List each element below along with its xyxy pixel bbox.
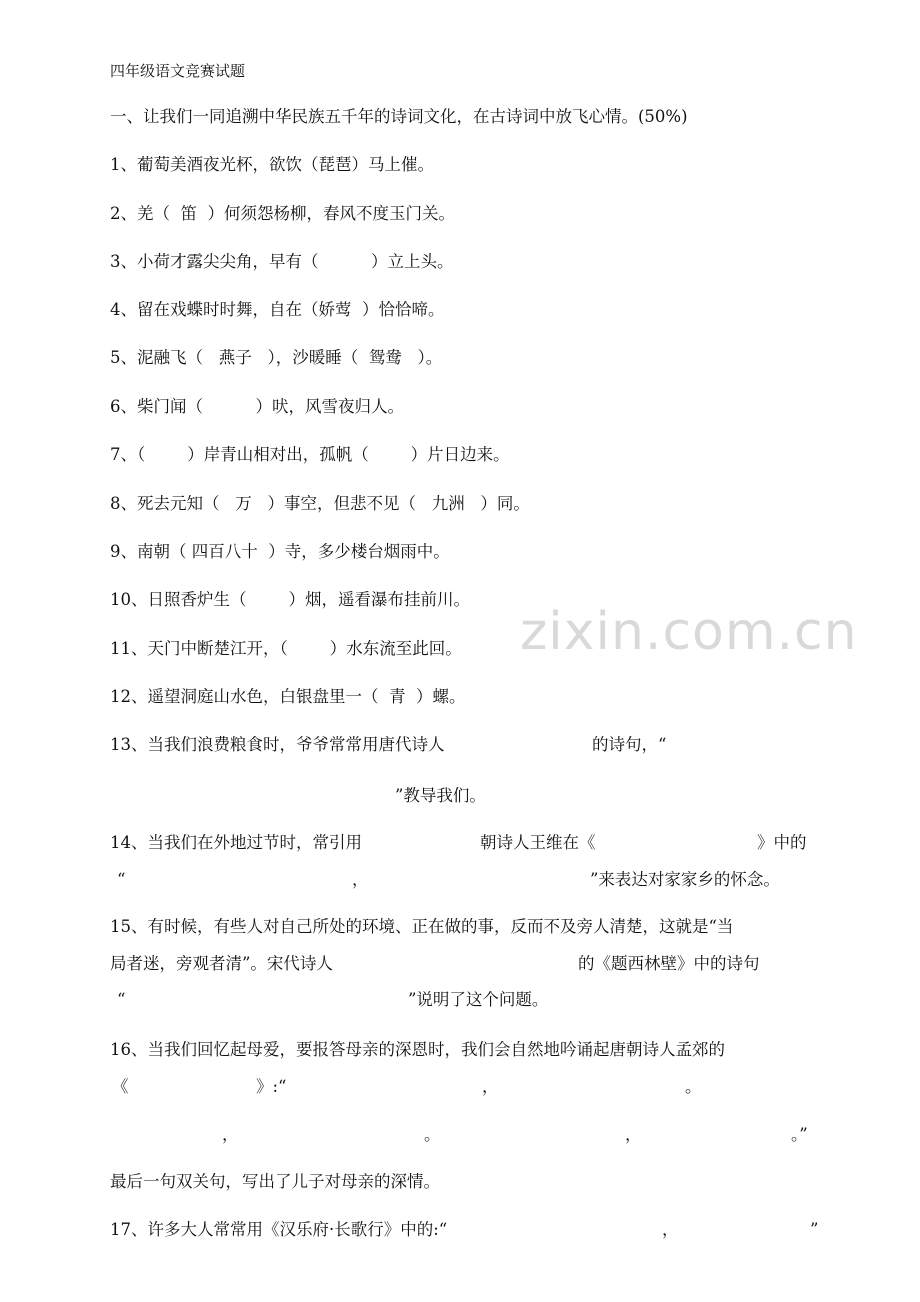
question-1: 1、葡萄美酒夜光杯，欲饮（琵琶）马上催。 — [110, 155, 434, 174]
question-9: 9、南朝（ 四百八十 ）寺，多少楼台烟雨中。 — [110, 542, 450, 561]
question-4: 4、留在戏蝶时时舞，自在（娇莺 ）恰恰啼。 — [110, 300, 445, 319]
question-11: 11、天门中断楚江开，（ ）水东流至此回。 — [110, 639, 462, 658]
question-2: 2、羌（ 笛 ）何须怨杨柳，春风不度玉门关。 — [110, 204, 455, 223]
question-13-part-1: 13、当我们浪费粮食时，爷爷常常用唐代诗人 — [110, 735, 445, 754]
question-15-part-1: 15、有时候，有些人对自己所处的环境、正在做的事，反而不及旁人清楚，这就是“当 — [110, 917, 734, 936]
question-16-book-close: 》:“ — [256, 1077, 287, 1096]
question-16-comma-1: ， — [482, 1077, 499, 1096]
question-16-book-open: 《 — [112, 1077, 129, 1096]
page-title: 四年级语文竞赛试题 — [110, 62, 246, 80]
question-8: 8、死去元知（ 万 ）事空，但悲不见（ 九洲 ）同。 — [110, 494, 530, 513]
question-16-period-2: 。 — [424, 1125, 441, 1144]
question-15-part-2: 局者迷，旁观者清”。宋代诗人 — [110, 954, 333, 973]
question-16-period-1: 。 — [685, 1077, 702, 1096]
question-14-comma: ， — [352, 870, 369, 889]
question-16-note: 最后一句双关句，写出了儿子对母亲的深情。 — [110, 1172, 440, 1191]
question-13-part-3: ”教导我们。 — [395, 786, 486, 805]
question-16-part-1: 16、当我们回忆起母爱，要报答母亲的深恩时，我们会自然地吟诵起唐朝诗人孟郊的 — [110, 1040, 725, 1059]
question-5: 5、泥融飞（ 燕子 ），沙暖睡（ 鸳鸯 ）。 — [110, 348, 443, 367]
question-10: 10、日照香炉生（ ）烟，遥看瀑布挂前川。 — [110, 590, 470, 609]
question-14-part-4: ”来表达对家家乡的怀念。 — [590, 870, 780, 889]
question-17-part-1: 17、许多大人常常用《汉乐府·长歌行》中的:“ — [110, 1220, 448, 1239]
question-16-comma-2: ， — [222, 1125, 239, 1144]
question-17-close-quote: ” — [810, 1220, 819, 1239]
watermark: zixin.com.cn — [520, 602, 858, 662]
question-3: 3、小荷才露尖尖角，早有（ ）立上头。 — [110, 252, 454, 271]
question-15-part-4: ”说明了这个问题。 — [408, 990, 549, 1009]
question-15-open-quote: “ — [117, 990, 126, 1009]
question-14-part-3: 》中的 — [757, 833, 807, 852]
question-7: 7、（ ）岸青山相对出，孤帆（ ）片日边来。 — [110, 445, 510, 464]
section-heading: 一、让我们一同追溯中华民族五千年的诗词文化，在古诗词中放飞心情。(50%) — [110, 107, 688, 126]
question-17-comma: ， — [662, 1220, 679, 1239]
question-15-part-3: 的《题西林壁》中的诗句 — [578, 954, 760, 973]
question-16-comma-3: ， — [625, 1125, 642, 1144]
question-14-part-1: 14、当我们在外地过节时，常引用 — [110, 833, 362, 852]
question-14-open-quote: “ — [117, 870, 126, 889]
question-13-part-2: 的诗句，“ — [592, 735, 667, 754]
question-16-period-3: 。” — [791, 1125, 808, 1144]
question-6: 6、柴门闻（ ）吠，风雪夜归人。 — [110, 397, 404, 416]
question-14-part-2: 朝诗人王维在《 — [480, 833, 596, 852]
question-12: 12、遥望洞庭山水色，白银盘里一（ 青 ）螺。 — [110, 687, 466, 706]
